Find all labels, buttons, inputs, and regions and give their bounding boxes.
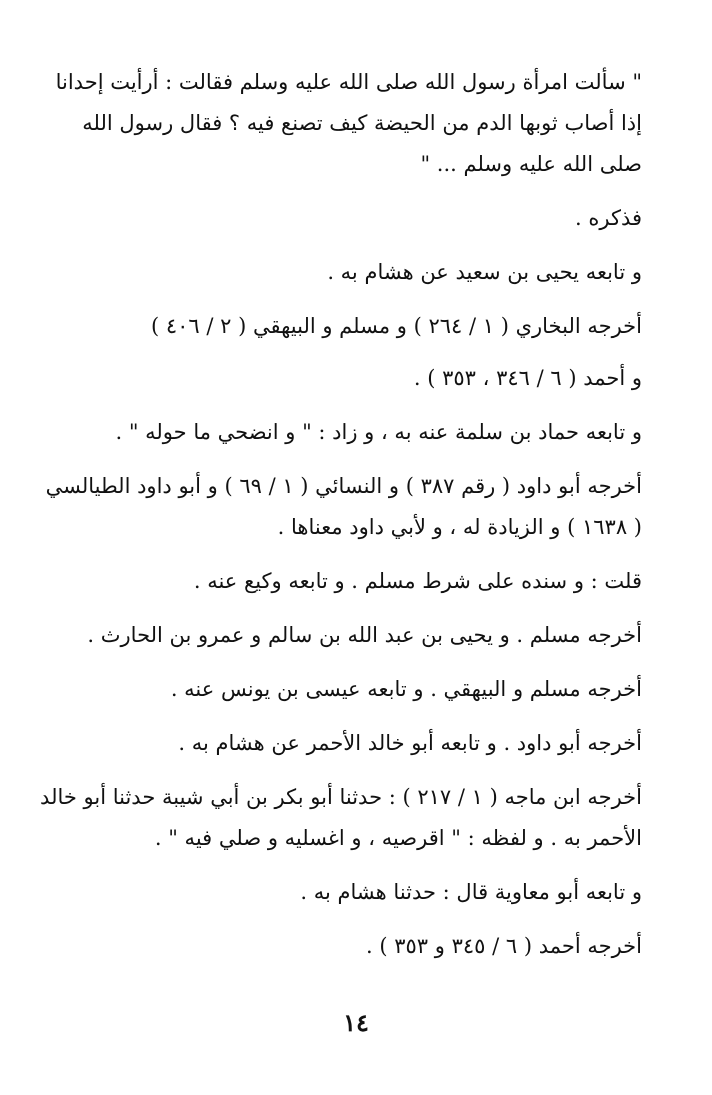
page-body [40,62,642,980]
paragraph-abu-dawud-follow: أخرجه أبو داود . و تابعه أبو خالد الأحمر عن هشام به . [178,731,642,755]
paragraph-yahya-follow: و تابعه يحيى بن سعيد عن هشام به . [327,260,642,284]
paragraph-ahmad-final-source: أخرجه أحمد ( ٦ / ٣٤٥ و ٣٥٣ ) . [366,934,642,958]
paragraph-muslim-bayhaqi-source: أخرجه مسلم و البيهقي . و تابعه عيسى بن يونس عنه . [170,677,642,701]
paragraph-fadhakarahu: فذكره . [575,206,642,230]
paragraph-muslim-source: أخرجه مسلم . و يحيى بن عبد الله بن سالم و عمرو بن الحارث . [87,623,642,647]
paragraph-bukhari-source: أخرجه البخاري ( ١ / ٢٦٤ ) و مسلم و البيهقي ( ٢ / ٤٠٦ ) [151,314,642,338]
paragraph-abu-muawiya-follow: و تابعه أبو معاوية قال : حدثنا هشام به . [300,880,642,904]
paragraph-abu-dawud-source: أخرجه أبو داود ( رقم ٣٨٧ ) و النسائي ( ١ / ٦٩ ) و أبو داود الطيالسي ( ١٦٣٨ ) و الزيادة له ، و لأبي داود معناها . [45,474,642,539]
paragraph-isnad-note: قلت : و سنده على شرط مسلم . و تابعه وكيع عنه . [193,569,642,593]
paragraph-ibn-majah-source: أخرجه ابن ماجه ( ١ / ٢١٧ ) : حدثنا أبو بكر بن أبي شيبة حدثنا أبو خالد الأحمر به . و لفظه : " اقرصيه ، و اغسليه و صلي فيه " . [40,785,642,850]
paragraph-question: " سألت امرأة رسول الله صلى الله عليه وسلم فقالت : أرأيت إحدانا إذا أصاب ثوبها الدم من الحيضة كيف تصنع فيه ؟ فقال رسول الله صلى الله عليه وسلم ... " [55,70,642,176]
paragraph-hammad-follow: و تابعه حماد بن سلمة عنه به ، و زاد : " و انضحي ما حوله " . [115,420,642,444]
paragraph-ahmad-source: و أحمد ( ٦ / ٣٤٦ ، ٣٥٣ ) . [413,366,642,390]
page-number: ١٤ [343,1008,369,1037]
